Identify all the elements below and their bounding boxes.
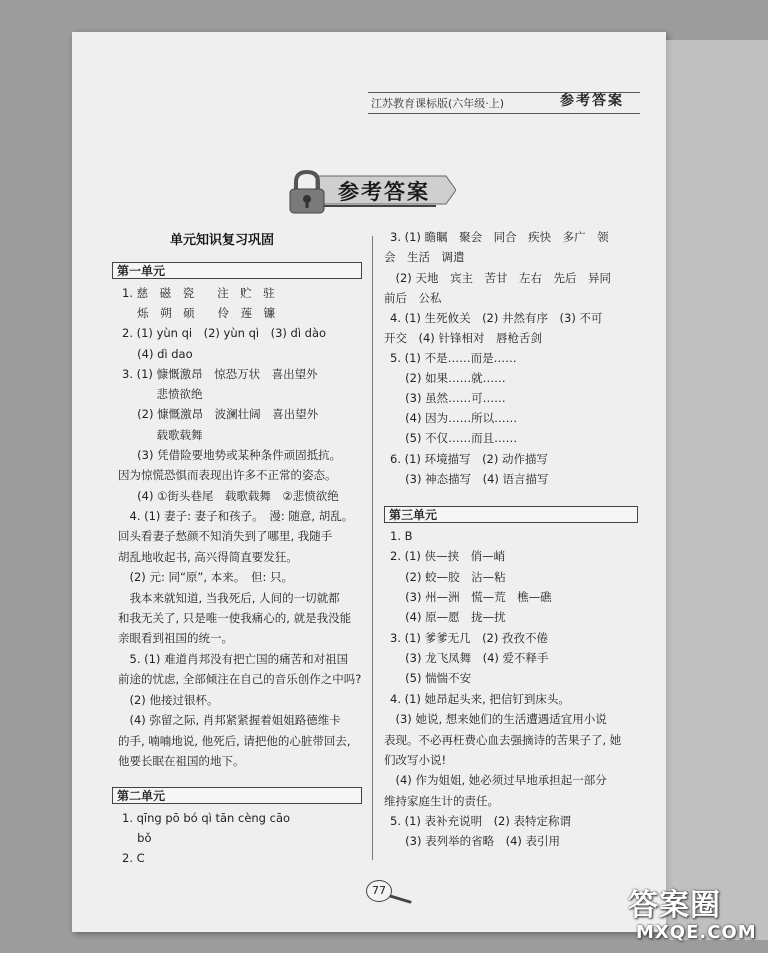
answer-line: (3) 凭借险要地势或某种条件顽固抵抗。 (122, 448, 342, 462)
answer-line: (4) 因为……所以…… (390, 411, 518, 425)
answer-line: (2) 蛟—胶 沾—粘 (390, 570, 506, 584)
page-number: 77 (366, 880, 392, 902)
answer-line: 前途的忧虑, 全部倾注在自己的音乐创作之中吗? (118, 672, 362, 686)
answer-line: (3) 州—洲 慌—荒 樵—礁 (390, 590, 552, 604)
next-page-edge (666, 40, 768, 940)
answer-line: (2) 元: 同“原”, 本来。 但: 只。 (118, 570, 293, 584)
answer-line: 们改写小说! (384, 753, 447, 767)
answer-line: 回头看妻子愁颜不知消失到了哪里, 我随手 (118, 529, 333, 543)
answer-line: 2. (1) yùn qi (2) yùn qì (3) dì dào (122, 326, 327, 340)
answer-line: (3) 神态描写 (4) 语言描写 (390, 472, 549, 486)
answer-line: (3) 虽然……可…… (390, 391, 506, 405)
answer-line: 的手, 喃喃地说, 他死后, 请把他的心脏带回去, (118, 734, 351, 748)
answer-line: 亲眼看到祖国的统一。 (118, 631, 233, 645)
header-section: 参考答案 (560, 93, 624, 109)
answer-line: (4) 作为姐姐, 她必须过早地承担起一部分 (384, 773, 607, 787)
answer-line: (5) 不仅……而且…… (390, 431, 518, 445)
answer-line: bǒ (122, 831, 152, 845)
watermark-url: MXQE.COM (636, 922, 757, 943)
answer-line: 5. (1) 表补充说明 (2) 表特定称谓 (390, 814, 572, 828)
answer-line: 开交 (4) 针锋相对 唇枪舌剑 (384, 331, 542, 345)
answer-line: (5) 惴惴不安 (390, 671, 472, 685)
answer-line: (2) 慷慨激昂 波澜壮阔 喜出望外 (122, 407, 319, 421)
answer-line: (3) 龙飞凤舞 (4) 爱不释手 (390, 651, 549, 665)
answer-line: 1. B (390, 529, 413, 543)
answer-line: 4. (1) 她昂起头来, 把信钉到床头。 (390, 692, 570, 706)
answer-line: 2. C (122, 851, 145, 865)
answer-line: (2) 天地 宾主 苦甘 左右 先后 异同 (384, 271, 611, 285)
answer-line: (3) 表列举的省略 (4) 表引用 (390, 834, 561, 848)
answer-line: 悲愤欲绝 (122, 387, 203, 401)
answer-line: 载歌载舞 (122, 428, 203, 442)
column-divider (372, 236, 373, 860)
watermark-logo: 答案圈 (628, 888, 721, 923)
answer-line: 表现。不必再枉费心血去强摘诗的苦果子了, 她 (384, 733, 622, 747)
unit-2-heading: 第二单元 (112, 787, 362, 804)
answer-line: 4. (1) 妻子: 妻子和孩子。 漫: 随意, 胡乱。 (118, 509, 354, 523)
answer-line: 会 生活 调遣 (384, 250, 465, 264)
answer-line: 烁 朔 硕 伶 莲 镰 (122, 306, 276, 320)
unit-1-heading: 第一单元 (112, 262, 362, 279)
header-edition: 江苏教育课标版(六年级·上) (371, 97, 505, 110)
answer-line: 2. (1) 侠—挟 俏—峭 (390, 549, 506, 563)
answer-line: (3) 她说, 想来她们的生活遭遇适宜用小说 (384, 712, 607, 726)
answer-line: (4) dì dao (122, 347, 193, 361)
answer-line: 和我无关了, 只是唯一使我痛心的, 就是我没能 (118, 611, 352, 625)
answer-line: 4. (1) 生死攸关 (2) 井然有序 (3) 不可 (390, 311, 603, 325)
answer-line: 3. (1) 瞻瞩 聚会 同合 疾快 多广 领 (390, 230, 609, 244)
answer-line: 前后 公私 (384, 291, 442, 305)
banner-title: 参考答案 (338, 180, 430, 204)
answer-line: (4) 弥留之际, 肖邦紧紧握着姐姐路德维卡 (118, 713, 341, 727)
answer-line: 1. 慈 磁 瓷 注 贮 驻 (122, 286, 275, 300)
section-subtitle: 单元知识复习巩固 (170, 233, 275, 248)
answer-line: 3. (1) 爹爹无几 (2) 孜孜不倦 (390, 631, 549, 645)
unit-3-heading: 第三单元 (384, 506, 638, 523)
answer-line: 6. (1) 环境描写 (2) 动作描写 (390, 452, 549, 466)
answer-line: 1. qīng pō bó qì tān cèng cāo (122, 811, 291, 825)
lock-icon (286, 170, 328, 214)
answer-line: (2) 他接过银杯。 (118, 693, 219, 707)
answer-line: (4) 原—愿 拢—扰 (390, 610, 506, 624)
answer-line: 胡乱地收起书, 高兴得简直要发狂。 (118, 550, 298, 564)
answer-line: 维持家庭生计的责任。 (384, 794, 499, 808)
answer-line: 我本来就知道, 当我死后, 人间的一切就都 (118, 591, 340, 605)
answer-line: (4) ①街头巷尾 载歌载舞 ②悲愤欲绝 (122, 489, 339, 503)
answer-line: (2) 如果……就…… (390, 371, 506, 385)
answer-line: 5. (1) 难道肖邦没有把亡国的痛苦和对祖国 (118, 652, 349, 666)
answer-line: 5. (1) 不是……而是…… (390, 351, 517, 365)
answer-line: 3. (1) 慷慨激昂 惊恐万状 喜出望外 (122, 367, 318, 381)
answer-line: 他要长眠在祖国的地下。 (118, 754, 245, 768)
answer-line: 因为惊慌恐惧而表现出许多不正常的姿态。 (118, 468, 337, 482)
